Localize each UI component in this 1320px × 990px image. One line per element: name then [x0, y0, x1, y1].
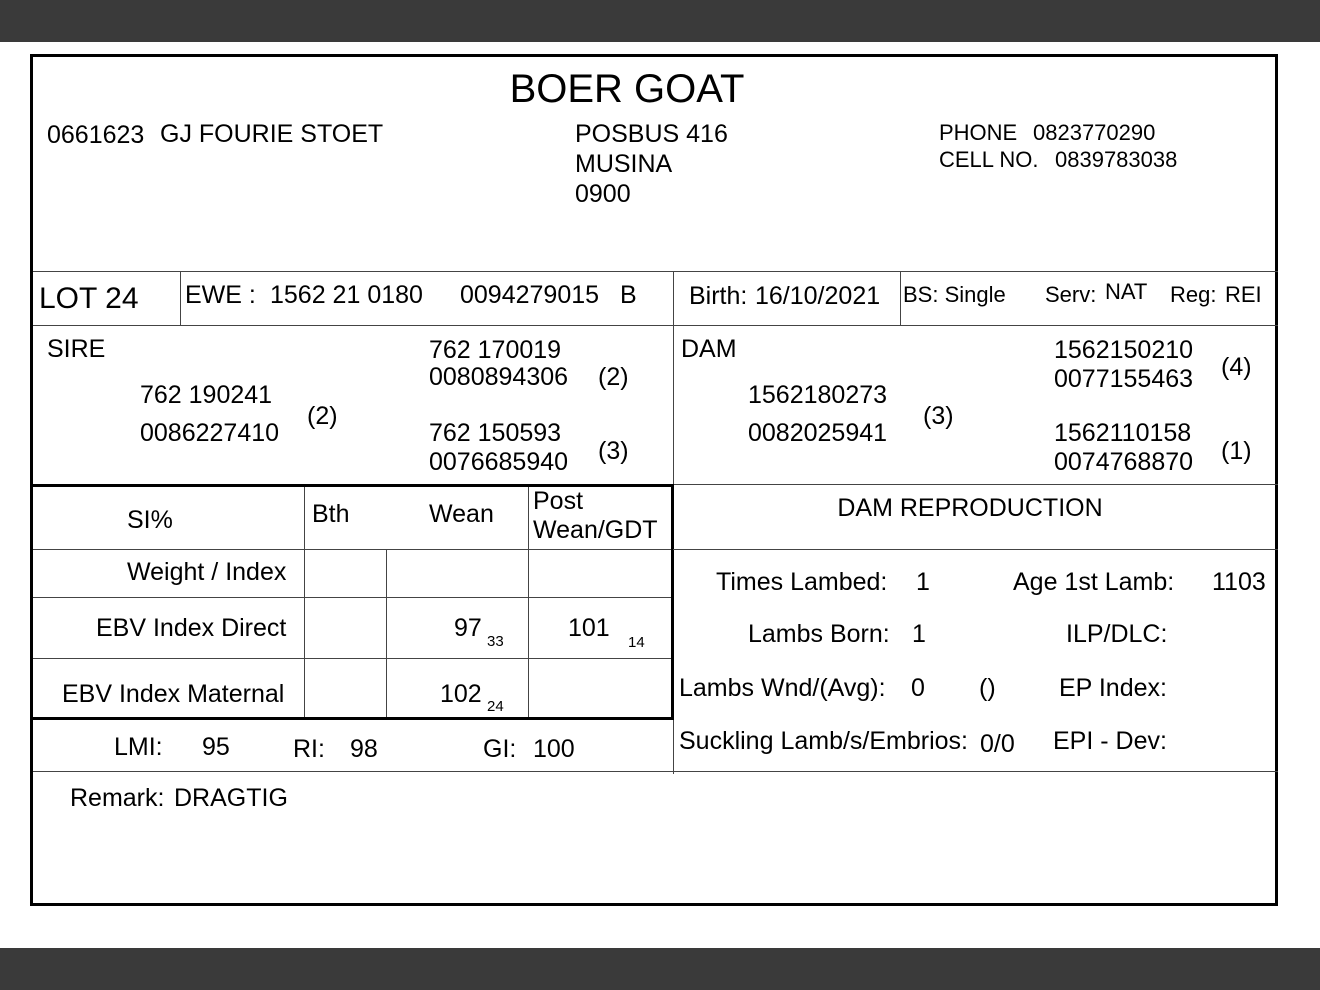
- ebv-maternal-wean: 102: [440, 680, 482, 708]
- lambs-born-label: Lambs Born:: [748, 620, 890, 648]
- top-border-bar: [0, 0, 1320, 42]
- birth-bs-divider: [900, 271, 901, 325]
- ewe-id: 0094279015: [460, 281, 600, 309]
- dam-dam-grade: (1): [1221, 437, 1252, 465]
- weight-index-label: Weight / Index: [127, 558, 287, 586]
- phone-number: 0823770290: [1033, 120, 1156, 145]
- lambs-weaned-value: 0: [911, 674, 925, 702]
- si-col-divider-wean: [386, 549, 387, 717]
- dam-sire-grade: (4): [1221, 353, 1252, 381]
- si-header-post-line1: Post: [533, 487, 584, 515]
- ewe-grade: B: [620, 281, 637, 309]
- sire-sire-id: 0080894306: [429, 363, 569, 391]
- cell-number: 0839783038: [1055, 147, 1178, 172]
- si-header-bth: Bth: [312, 500, 350, 528]
- ilp-dlc-label: ILP/DLC:: [1066, 620, 1168, 648]
- remark-value: DRAGTIG: [174, 784, 288, 812]
- ep-index-label: EP Index:: [1059, 674, 1167, 702]
- dam-reproduction-title: DAM REPRODUCTION: [837, 494, 1103, 522]
- lambs-weaned-label: Lambs Wnd/(Avg):: [679, 674, 886, 702]
- serv-label: Serv:: [1045, 282, 1097, 307]
- dam-number: 1562180273: [748, 381, 888, 409]
- address-line-1: POSBUS 416: [575, 120, 728, 148]
- gi-label: GI:: [483, 735, 517, 763]
- ebv-maternal-wean-sub: 24: [487, 698, 504, 715]
- reg-value: REI: [1225, 282, 1262, 307]
- dam-dam-id: 0074768870: [1054, 448, 1194, 476]
- lambs-weaned-average: (): [979, 674, 996, 702]
- si-weight-divider: [33, 597, 671, 598]
- sire-id: 0086227410: [140, 419, 280, 447]
- reg-label: Reg:: [1170, 282, 1217, 307]
- dam-grade: (3): [923, 402, 954, 430]
- cell-label: CELL NO.: [939, 147, 1039, 172]
- suckling-lambs-label: Suckling Lamb/s/Embrios:: [679, 727, 969, 755]
- times-lambed-label: Times Lambed:: [716, 568, 888, 596]
- age-first-lamb-label: Age 1st Lamb:: [1013, 568, 1175, 596]
- remark-label: Remark:: [70, 784, 165, 812]
- owner-name: GJ FOURIE STOET: [160, 120, 384, 148]
- address-line-3: 0900: [575, 180, 631, 208]
- dam-dam-number: 1562110158: [1054, 419, 1192, 447]
- ebv-direct-label: EBV Index Direct: [96, 614, 287, 642]
- lmi-value: 95: [202, 733, 230, 761]
- header-divider: [33, 271, 1278, 272]
- address-line-2: MUSINA: [575, 150, 673, 178]
- owner-code: 0661623: [47, 121, 145, 149]
- si-header-label: SI%: [127, 506, 173, 534]
- dam-sire-id: 0077155463: [1054, 365, 1194, 393]
- si-header-post-line2: Wean/GDT: [533, 516, 658, 544]
- dam-label: DAM: [681, 335, 737, 363]
- ebv-direct-wean-sub: 33: [487, 633, 504, 650]
- phone-label: PHONE: [939, 120, 1018, 145]
- si-table-right-border: [671, 484, 674, 720]
- sire-grade: (2): [307, 402, 338, 430]
- ebv-direct-post-sub: 14: [628, 634, 645, 651]
- ewe-label: EWE :: [185, 281, 256, 309]
- ewe-number: 1562 21 0180: [270, 281, 423, 309]
- sire-label: SIRE: [47, 335, 106, 363]
- lot-row-divider: [33, 325, 1278, 326]
- si-col-divider-bth: [304, 487, 305, 717]
- remark-divider: [33, 771, 1278, 772]
- epi-dev-label: EPI - Dev:: [1053, 727, 1167, 755]
- bottom-border-bar: [0, 948, 1320, 990]
- page-title: BOER GOAT: [509, 67, 745, 111]
- lot-ewe-divider: [180, 271, 181, 325]
- sire-number: 762 190241: [140, 381, 273, 409]
- gi-value: 100: [533, 735, 575, 763]
- ebv-maternal-label: EBV Index Maternal: [62, 680, 285, 708]
- si-header-divider: [33, 549, 671, 550]
- ebv-direct-wean: 97: [454, 614, 482, 642]
- pedigree-divider-right: [673, 484, 1278, 485]
- ri-label: RI:: [293, 735, 325, 763]
- sire-dam-id: 0076685940: [429, 448, 569, 476]
- birth-status: BS: Single: [903, 282, 1006, 307]
- dam-reproduction-title-divider: [673, 549, 1278, 550]
- suckling-lambs-value: 0/0: [980, 730, 1015, 758]
- si-table-bottom-border: [33, 717, 673, 720]
- sire-sire-grade: (2): [598, 363, 629, 391]
- ebv-direct-post: 101: [568, 614, 610, 642]
- lambs-born-value: 1: [912, 620, 926, 648]
- sire-dam-grade: (3): [598, 437, 629, 465]
- si-header-wean: Wean: [429, 500, 494, 528]
- lmi-label: LMI:: [114, 733, 163, 761]
- lot-number: LOT 24: [39, 282, 139, 315]
- sire-sire-number: 762 170019: [429, 336, 562, 364]
- times-lambed-value: 1: [916, 568, 930, 596]
- dam-id: 0082025941: [748, 419, 888, 447]
- serv-value: NAT: [1105, 279, 1148, 304]
- boer-goat-lot-card: [30, 54, 1278, 906]
- dam-sire-number: 1562150210: [1054, 336, 1194, 364]
- birth-label: Birth:: [689, 282, 748, 310]
- sire-dam-number: 762 150593: [429, 419, 562, 447]
- si-direct-divider: [33, 658, 671, 659]
- ri-value: 98: [350, 735, 378, 763]
- birth-date: 16/10/2021: [755, 282, 881, 310]
- si-col-divider-post: [528, 487, 529, 717]
- age-first-lamb-value: 1103: [1212, 568, 1266, 596]
